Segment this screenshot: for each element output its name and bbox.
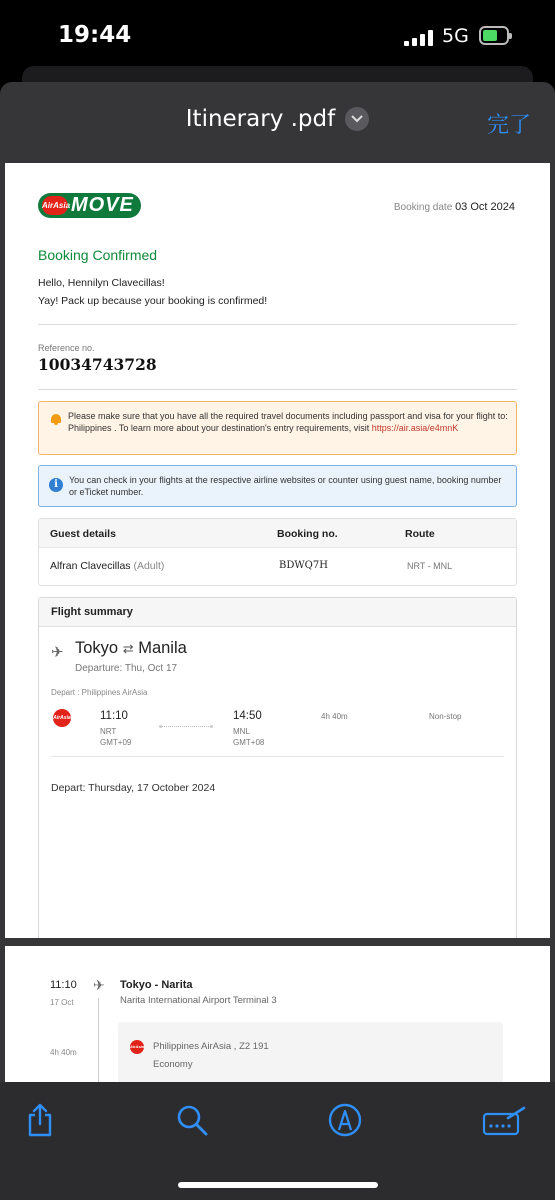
arrival-timezone: GMT+08 <box>233 738 265 747</box>
battery-icon <box>479 26 509 45</box>
route-title: Tokyo ⇄ Manila <box>75 639 187 657</box>
greeting-subtext: Yay! Pack up because your booking is confirmed! <box>38 295 268 307</box>
share-icon[interactable] <box>26 1102 54 1143</box>
segment-airport: Narita International Airport Terminal 3 <box>120 995 277 1006</box>
pdf-page-1 <box>5 163 550 938</box>
info-icon: i <box>49 478 63 492</box>
table-header <box>39 519 516 548</box>
entry-requirements-link[interactable]: https://air.asia/e4mnK <box>371 422 459 433</box>
home-indicator <box>178 1182 378 1188</box>
reference-label: Reference no. <box>38 343 95 353</box>
segment-city: Tokyo - Narita <box>120 979 193 991</box>
departure-date: Departure: Thu, Oct 17 <box>75 663 178 674</box>
header-route: Route <box>405 528 435 540</box>
document-title-text: Itinerary .pdf <box>185 106 336 132</box>
network-label: 5G <box>442 25 469 47</box>
pdf-page-2 <box>5 946 550 1082</box>
chevron-down-icon[interactable] <box>345 107 369 131</box>
check-in-info <box>38 465 517 507</box>
flight-duration: 4h 40m <box>321 712 348 721</box>
divider <box>38 324 517 325</box>
reference-number: 10034743728 <box>38 355 157 374</box>
edit-keyboard-icon[interactable] <box>482 1106 528 1141</box>
done-button[interactable]: 完了 <box>487 113 532 138</box>
logo-badge: AirAsia <box>42 196 68 215</box>
airasia-move-logo <box>38 193 141 218</box>
logo-text: MOVE <box>71 194 134 216</box>
booking-confirmed-heading: Booking Confirmed <box>38 247 158 263</box>
flight-summary <box>38 597 517 938</box>
guest-details-table <box>38 518 517 586</box>
segment-airline: Philippines AirAsia , Z2 191 <box>153 1041 269 1052</box>
warning-text: Please make sure that you have all the required travel documents including passport and visa for your flight to: Philippines . To learn more about your destination's entry requirements, visit https://air.asia/e4mnK <box>68 411 508 433</box>
search-icon[interactable] <box>176 1104 208 1141</box>
departure-timezone: GMT+09 <box>100 738 132 747</box>
signal-icon <box>404 30 434 46</box>
route: NRT - MNL <box>407 561 453 571</box>
airasia-logo-icon: AirAsia <box>130 1040 144 1054</box>
document-title[interactable] <box>0 106 555 132</box>
segment-date: 17 Oct <box>50 998 74 1007</box>
flight-summary-title: Flight summary <box>51 606 133 618</box>
segment-time: 11:10 <box>50 979 77 991</box>
arrival-code: MNL <box>233 727 250 736</box>
header-guest-details: Guest details <box>50 528 116 540</box>
depart-airline: Depart : Philippines AirAsia <box>51 688 148 697</box>
greeting-text: Hello, Hennilyn Clavecillas! <box>38 277 165 289</box>
markup-icon[interactable] <box>328 1103 362 1142</box>
booking-date-value: 03 Oct 2024 <box>455 201 515 213</box>
round-trip-icon: ⇄ <box>122 641 134 656</box>
stops: Non-stop <box>429 712 462 721</box>
info-text: You can check in your flights at the respective airline websites or counter using guest name, booking number or eTicket number. <box>69 475 502 497</box>
guest-name: Alfran Clavecillas (Adult) <box>50 560 165 572</box>
segment-duration: 4h 40m <box>50 1048 77 1057</box>
booking-date <box>394 201 515 213</box>
plane-icon: ✈ <box>93 977 105 993</box>
depart-full-date: Depart: Thursday, 17 October 2024 <box>51 782 216 794</box>
airasia-logo-icon: AirAsia <box>53 709 71 727</box>
status-time: 19:44 <box>58 22 132 48</box>
divider <box>51 756 504 757</box>
departure-time: 11:10 <box>100 710 128 722</box>
travel-documents-warning <box>38 401 517 455</box>
bell-icon <box>51 414 61 423</box>
segment-cabin: Economy <box>153 1059 193 1070</box>
arrival-time: 14:50 <box>233 710 262 722</box>
segment-card <box>118 1022 503 1082</box>
timeline-line <box>98 998 99 1082</box>
flight-path-line <box>161 726 211 727</box>
booking-number: BDWQ7H <box>279 560 328 571</box>
booking-date-label: Booking date <box>393 202 453 213</box>
departure-code: NRT <box>100 727 117 736</box>
plane-icon: ✈ <box>51 644 64 661</box>
header-booking-no: Booking no. <box>277 528 338 540</box>
divider <box>38 389 517 390</box>
flight-summary-header <box>39 598 516 627</box>
